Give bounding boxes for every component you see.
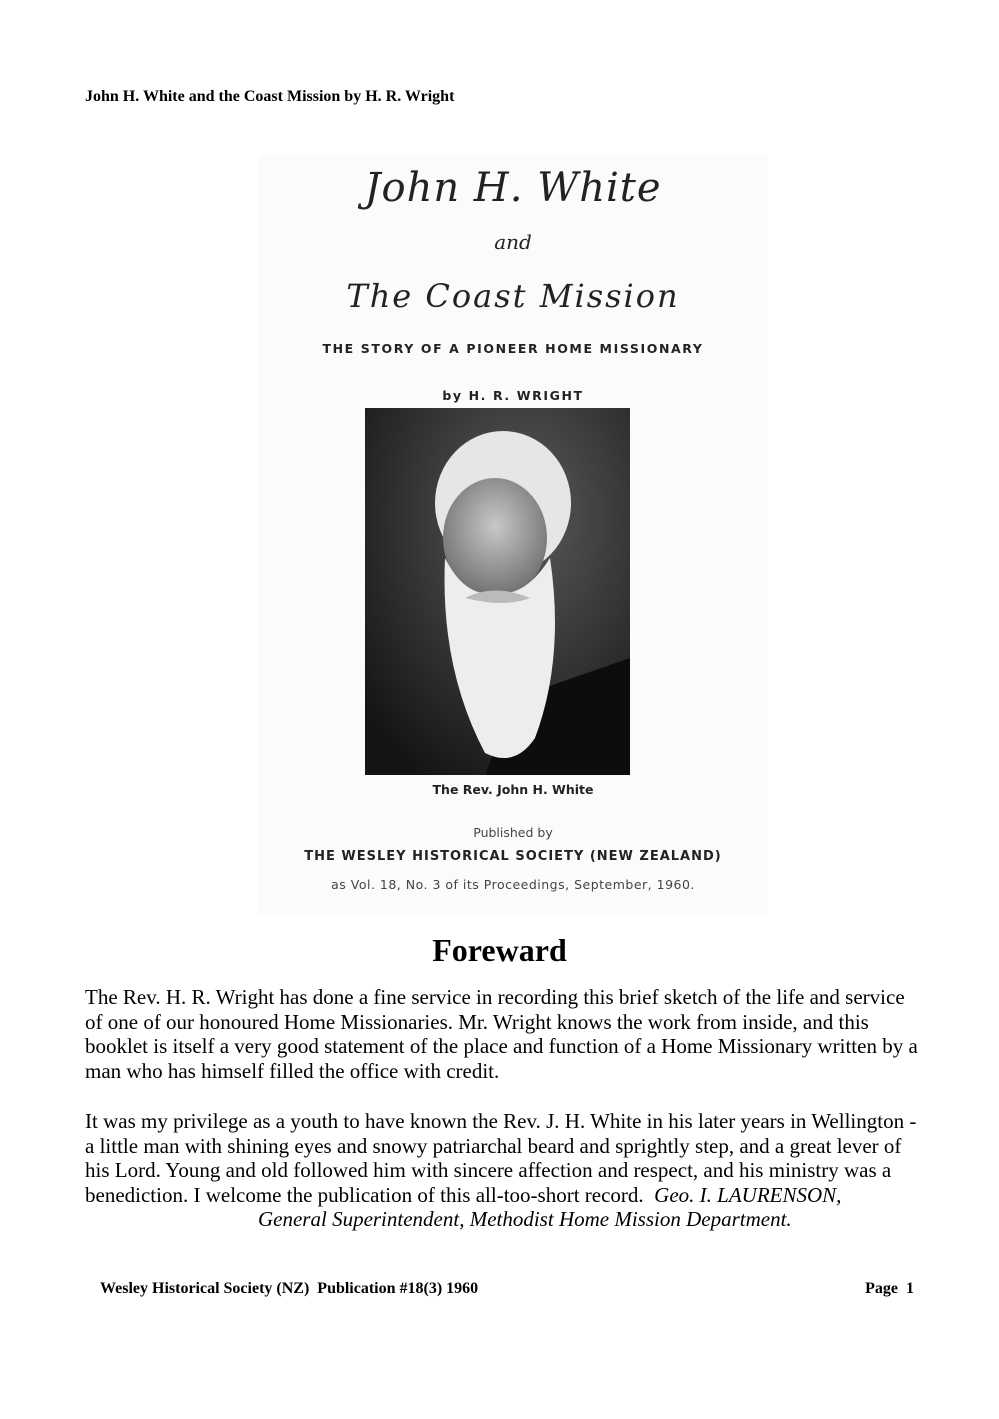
cover-author: by H. R. WRIGHT	[442, 388, 584, 403]
cover-title-2: The Coast Mission	[346, 277, 680, 315]
footer-publication: Wesley Historical Society (NZ) Publication #18(3) 1960	[100, 1280, 479, 1297]
photo-caption: The Rev. John H. White	[432, 782, 594, 797]
running-head: John H. White and the Coast Mission by H. R. Wright	[85, 88, 455, 105]
foreward-paragraph-2	[85, 1109, 920, 1232]
publisher-detail: as Vol. 18, No. 3 of its Proceedings, September, 1960.	[331, 877, 695, 892]
portrait-photo	[365, 408, 630, 775]
published-by: Published by	[473, 825, 553, 840]
signature-name: Geo. I. LAURENSON,	[654, 1182, 842, 1207]
footer-page-number: Page 1	[865, 1280, 914, 1297]
cover-title: John H. White	[364, 165, 662, 211]
publisher: THE WESLEY HISTORICAL SOCIETY (NEW ZEALAND)	[304, 849, 722, 864]
foreward-paragraph-1: The Rev. H. R. Wright has done a fine service in recording this brief sketch of the life and service of one of our honoured Home Missionaries. Mr. Wright knows the work from inside, and this booklet is itself a very good statement of the place and function of a Home Missionary written by a man who has himself filled the office with credit.	[85, 985, 918, 1083]
cover-scan	[258, 155, 768, 915]
foreward-paragraph-2-text: It was my privilege as a youth to have known the Rev. J. H. White in his later years in Wellington - a little man with shining eyes and snowy patriarchal beard and sprightly step, and a great lever of his Lord. Young and old followed him with sincere affection and respect, and his ministry was a benediction. I welcome the publication of this all-too-short record.	[85, 1109, 917, 1207]
cover-subtitle: THE STORY OF A PIONEER HOME MISSIONARY	[322, 341, 704, 356]
foreward-heading: Foreward	[432, 932, 567, 968]
signature-title: General Superintendent, Methodist Home Mission Department.	[258, 1207, 792, 1231]
cover-and: and	[494, 230, 532, 254]
